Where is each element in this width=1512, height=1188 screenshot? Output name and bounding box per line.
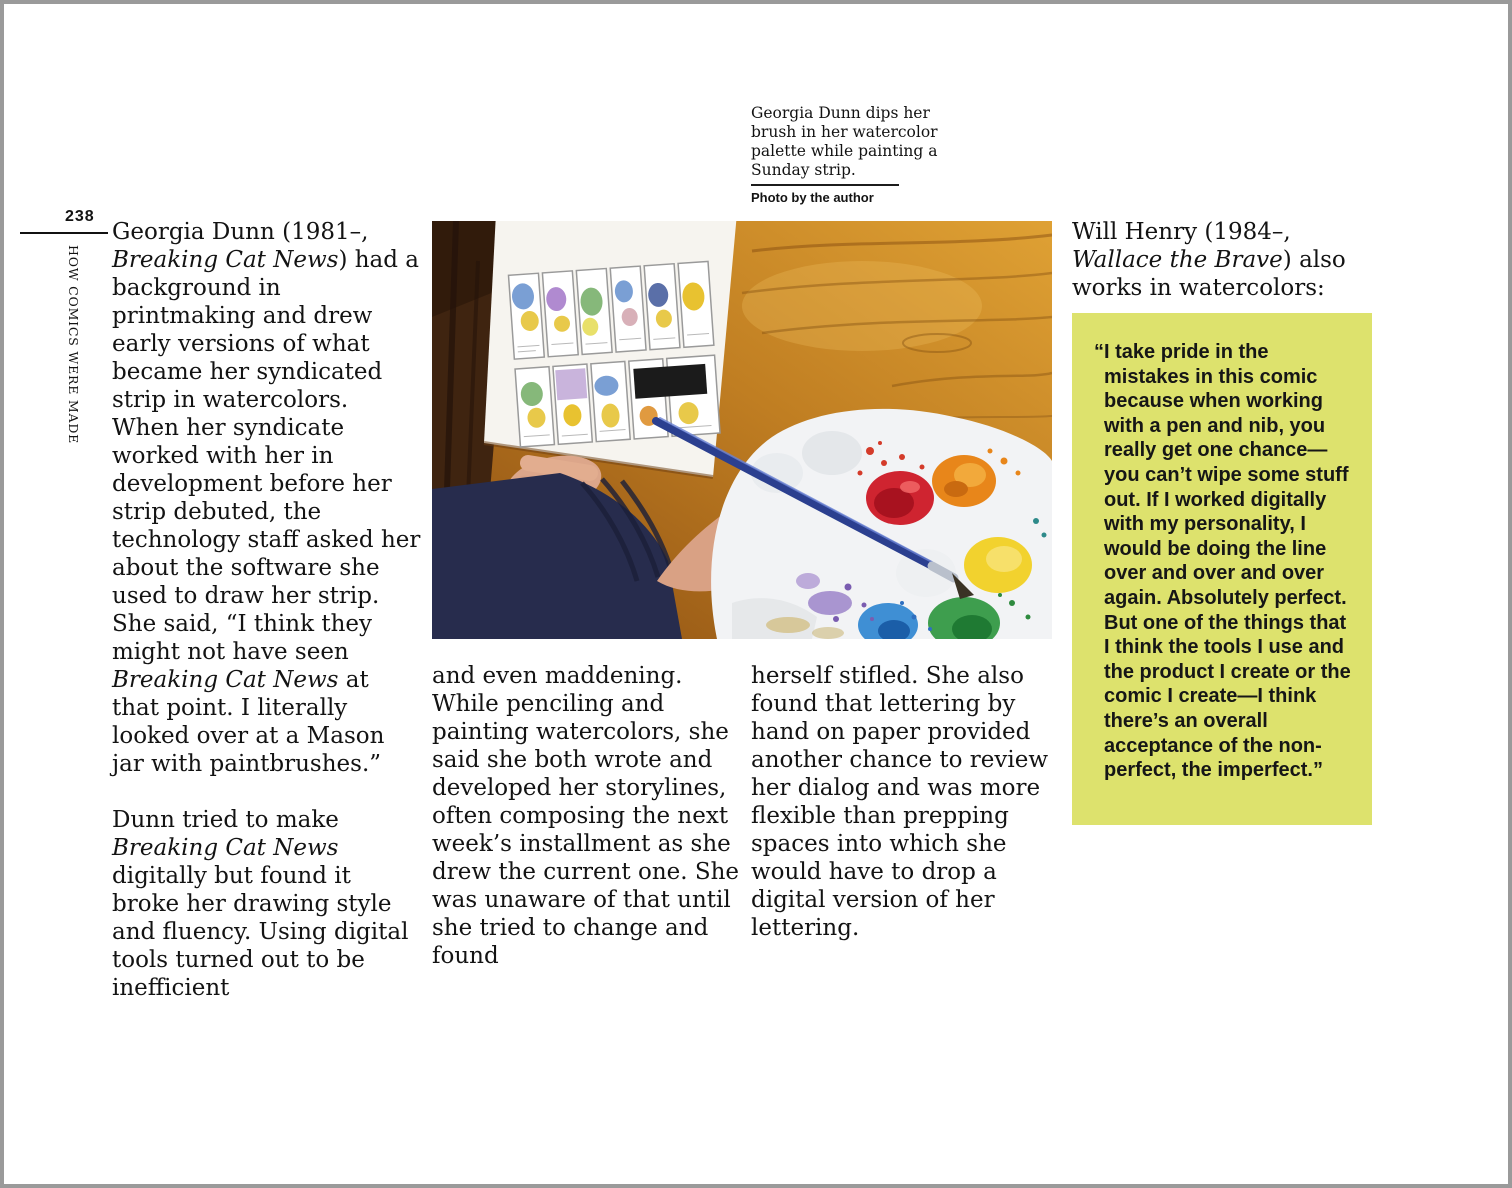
text-column-3	[751, 662, 1063, 970]
paragraph: Dunn tried to make Breaking Cat News digitally but found it broke her drawing style and fluency. Using digital tools turned out to be inefficient	[112, 807, 409, 1001]
text-column-1	[112, 218, 422, 1030]
text-column-4	[1072, 218, 1372, 782]
paragraph: and even maddening. While penciling and painting watercolors, she said she both wrote and developed her storylines, often composing the next week’s installment as she drew the current one. She was unaware of that until she tried to change and found	[432, 663, 740, 969]
paragraph: Georgia Dunn (1981–, Breaking Cat News) had a background in printmaking and drew early versions of what became her syndicated strip in watercolors. When her syndicate worked with her in development before her strip debuted, the technology staff asked her about the software she used to draw her strip. She said, “I think they might not have seen Breaking Cat News at that point. I literally looked over at a Mason jar with paintbrushes.”	[112, 219, 421, 777]
section-heading: Will Henry (1984–, Wallace the Brave) also works in watercolors:	[1072, 219, 1346, 301]
page-number: 238	[65, 208, 95, 225]
caption-rule	[751, 184, 899, 186]
orange-paint-well	[932, 455, 996, 507]
photo-credit: Photo by the author	[751, 190, 874, 205]
page-number-rule	[20, 232, 108, 234]
photo-caption-block	[751, 104, 961, 205]
yellow-paint-well	[964, 537, 1032, 593]
running-head: HOW COMICS WERE MADE	[66, 245, 81, 445]
red-paint-well	[866, 471, 934, 525]
pull-quote-box: “I take pride in the mistakes in this comic because when working with a pen and nib, you really get one chance—you can’t wipe some stuff out. If I worked digitally with my personality, I would be doing the line over and over and over again. Absolutely perfect. But one of the things that I think the tools I use and the product I create or the comic I create—I think there’s an overall acceptance of the non-perfect, the imperfect.”	[1072, 313, 1372, 825]
photo-caption: Georgia Dunn dips her brush in her watercolor palette while painting a Sunday strip.	[751, 104, 938, 179]
paragraph: herself stifled. She also found that lettering by hand on paper provided another chance to review her dialog and was more flexible than prepping spaces into which she would have to drop a digital version of her lettering.	[751, 663, 1049, 941]
text-column-2	[432, 662, 742, 998]
watercolor-photo	[432, 221, 1052, 639]
